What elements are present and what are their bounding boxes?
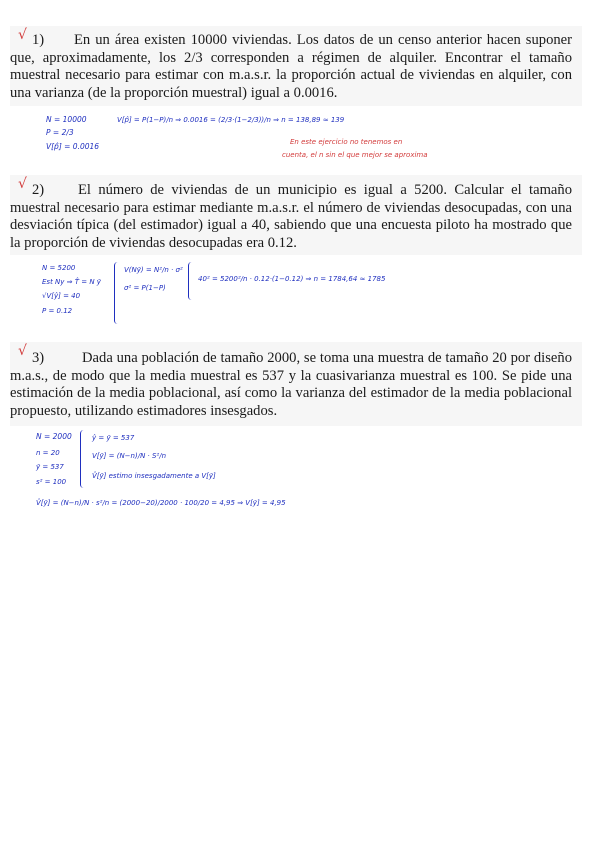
handwritten-comment: cuenta, el n sin el que mejor se aproxima bbox=[282, 151, 428, 159]
problem-number: 1) bbox=[32, 32, 45, 48]
problem-3 bbox=[10, 350, 572, 420]
handwritten-result: V̂[ȳ] = (N−n)/N · s²/n = (2000−20)/2000 · 100/20 = 4,95 ⇒ V[ȳ] = 4,95 bbox=[36, 499, 286, 507]
handwritten-equation: V[ȳ] = (N−n)/N · S²/n bbox=[92, 452, 167, 460]
handwritten-given: ȳ = 537 bbox=[36, 463, 64, 471]
handwritten-given: N = 5200 bbox=[42, 264, 76, 272]
handwritten-given: P = 0.12 bbox=[42, 307, 73, 315]
check-mark-icon: √ bbox=[18, 27, 27, 43]
handwritten-brace bbox=[80, 430, 87, 488]
handwritten-equation: V(Nȳ) = N²/n · σ² bbox=[124, 266, 183, 274]
problem-text: Dada una población de tamaño 2000, se toma una muestra de tamaño 20 por diseño m.a.s., de modo que la media muestral es 537 y la cuasivarianza muestral es 100. Se pide una estimación de la media poblacional, así como la varianza del estimador de la media poblacional propuesto, utilizando estimadores insesgados. bbox=[10, 350, 572, 419]
handwritten-given: N = 2000 bbox=[36, 432, 72, 441]
handwritten-result: 40² = 5200²/n · 0.12·(1−0.12) ⇒ n = 1784,64 ≈ 1785 bbox=[198, 275, 386, 283]
problem-text: En un área existen 10000 viviendas. Los datos de un censo anterior hacen suponer que, aproximadamente, los 2/3 corresponden a régimen de alquiler. Encontrar el tamaño muestral necesario para estimar con m.a.s.r. la proporción actual de viviendas en alquiler, con una varianza (de la proporción muestral) igual a 0.0016. bbox=[10, 32, 572, 101]
handwritten-given: V[p̂] = 0.0016 bbox=[46, 142, 100, 151]
handwritten-equation: σ² = P(1−P) bbox=[124, 284, 166, 292]
problem-1 bbox=[10, 32, 572, 102]
handwritten-given: √V[ŷ] = 40 bbox=[42, 292, 81, 300]
handwritten-brace bbox=[114, 262, 121, 324]
handwritten-given: P = 2/3 bbox=[46, 128, 74, 137]
handwritten-comment: En este ejercicio no tenemos en bbox=[290, 138, 403, 146]
check-mark-icon: √ bbox=[18, 343, 27, 359]
check-mark-icon: √ bbox=[18, 176, 27, 192]
handwritten-formula: V[p̂] = P(1−P)/n ⇒ 0.0016 = (2/3·(1−2/3))/n ⇒ n = 138,89 ≈ 139 bbox=[117, 116, 345, 124]
handwritten-equation: V̂[ȳ] estimo insesgadamente a V[ȳ] bbox=[92, 472, 216, 480]
handwritten-given: s² = 100 bbox=[36, 478, 67, 486]
problem-2 bbox=[10, 182, 572, 252]
problem-text: El número de viviendas de un municipio es igual a 5200. Calcular el tamaño muestral necesario para estimar mediante m.a.s.r. el número de viviendas desocupadas, con una desviación típica (del estimador) igual a 40, sabiendo que una encuesta piloto ha mostrado que la proporción de viviendas desocupadas era 0.12. bbox=[10, 182, 572, 251]
problem-number: 2) bbox=[32, 182, 45, 198]
handwritten-brace bbox=[188, 262, 195, 300]
handwritten-given: Est Ny ⇒ T̂ = N ȳ bbox=[42, 278, 101, 286]
problem-number: 3) bbox=[32, 350, 45, 366]
handwritten-equation: ŷ = ȳ = 537 bbox=[92, 434, 135, 442]
handwritten-given: n = 20 bbox=[36, 449, 60, 457]
handwritten-given: N = 10000 bbox=[46, 115, 87, 124]
